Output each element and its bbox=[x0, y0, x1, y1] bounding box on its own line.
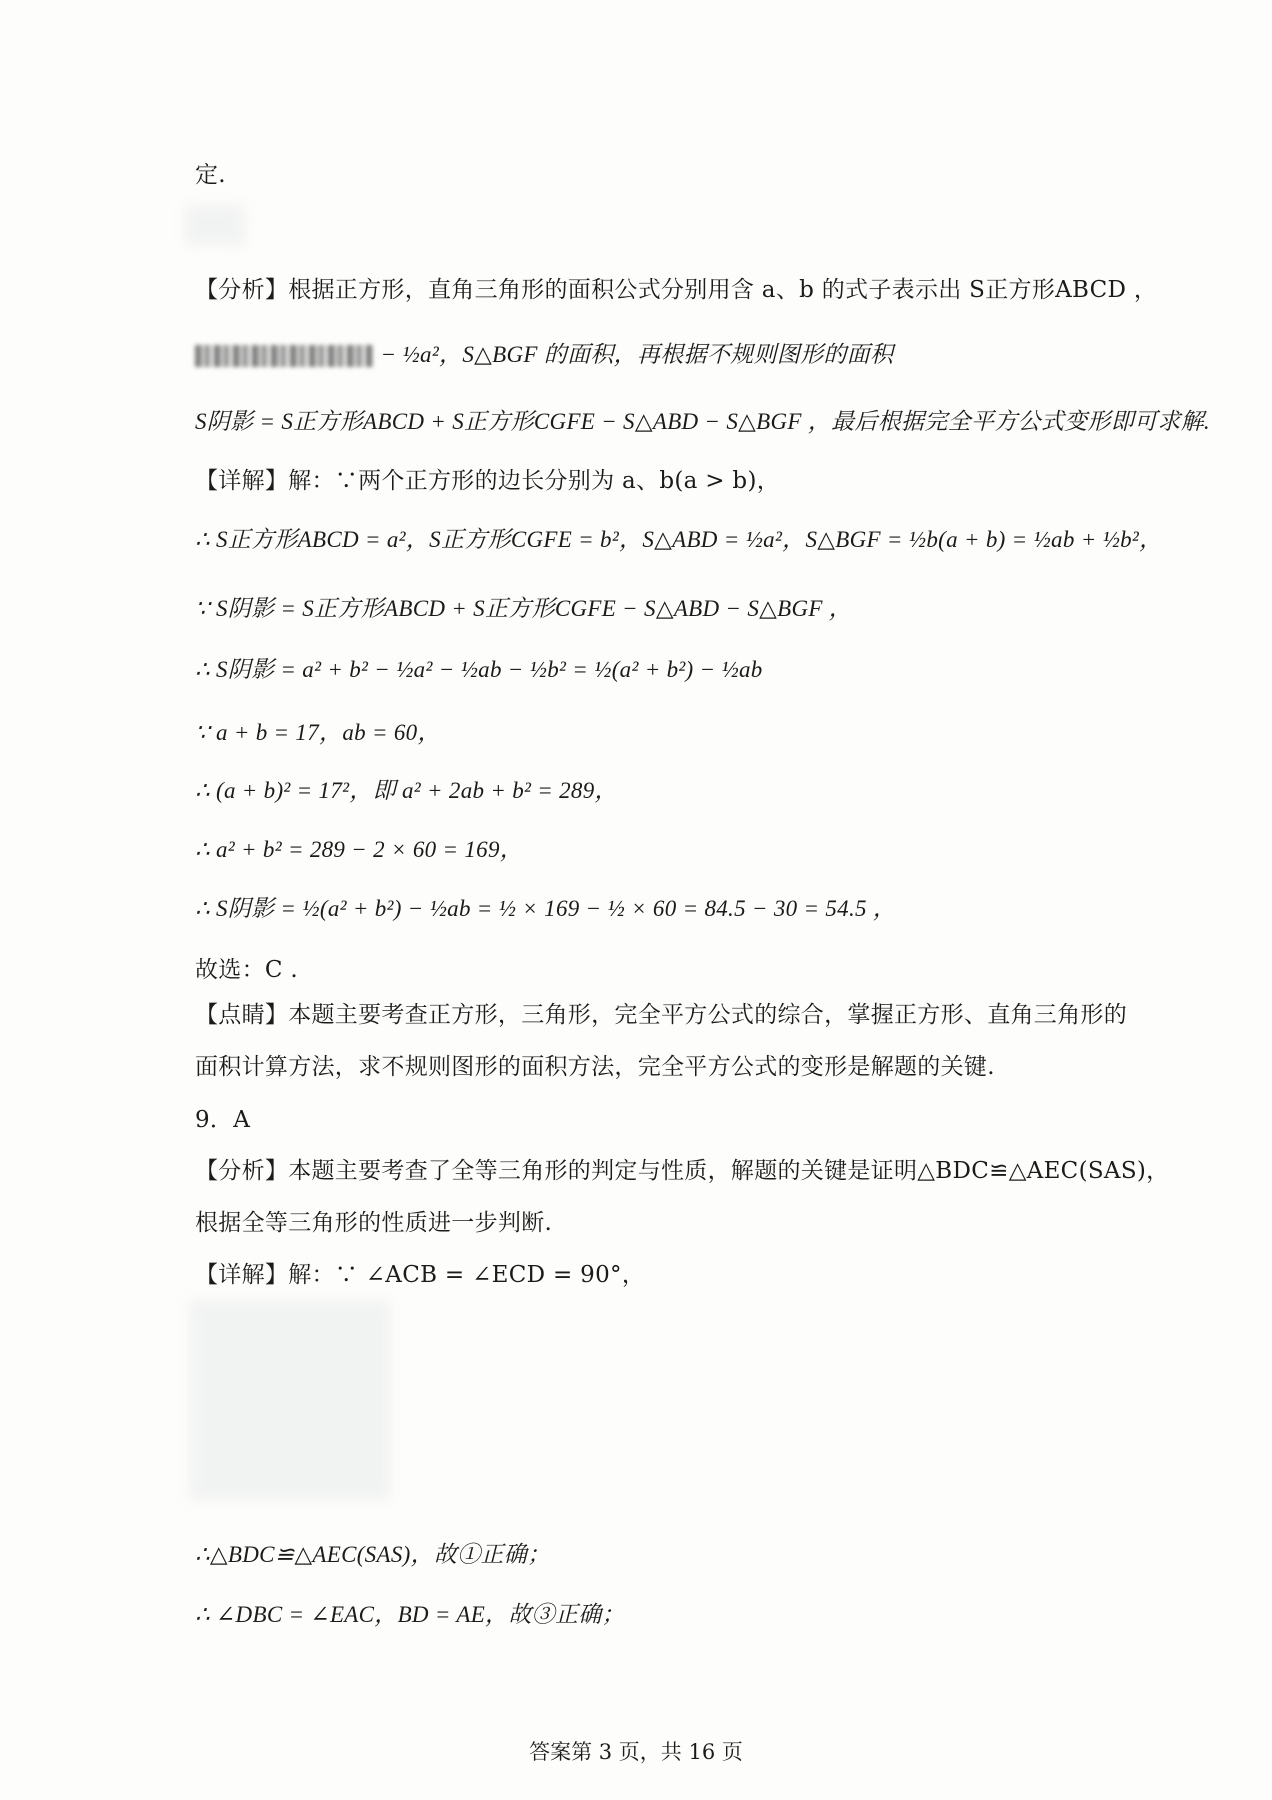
question-9-answer: 9．A bbox=[195, 1107, 251, 1133]
page-footer: 答案第 3 页，共 16 页 bbox=[529, 1740, 743, 1764]
detail-line-6: ∴ (a + b)² = 17²，即 a² + 2ab + b² = 289， bbox=[195, 778, 618, 803]
faded-figure-top bbox=[185, 205, 245, 245]
detail-line-2: ∴ S正方形ABCD = a²，S正方形CGFE = b²，S△ABD = ½a²，S△BGF = ½b(a + b) = ½ab + ½b²， bbox=[195, 527, 1163, 552]
detail-line-4: ∴ S阴影 = a² + b² − ½a² − ½ab − ½b² = ½(a² + b²) − ½ab bbox=[195, 657, 763, 682]
faded-figure-middle bbox=[190, 1300, 390, 1500]
q9-detail-line-2: ∴△BDC≌△AEC(SAS)，故①正确； bbox=[195, 1542, 551, 1567]
analysis-line-2 bbox=[195, 340, 893, 370]
q9-detail-line-1: 【详解】解：∵ ∠ACB = ∠ECD = 90°， bbox=[195, 1262, 646, 1288]
comment-line-1: 【点睛】本题主要考查正方形，三角形，完全平方公式的综合，掌握正方形、直角三角形的 bbox=[195, 1002, 1127, 1028]
q9-analysis-line-2: 根据全等三角形的性质进一步判断. bbox=[195, 1210, 553, 1236]
detail-line-1: 【详解】解：∵两个正方形的边长分别为 a、b(a > b)， bbox=[195, 468, 781, 494]
blurred-formula-fragment bbox=[195, 345, 373, 367]
detail-line-7: ∴ a² + b² = 289 − 2 × 60 = 169， bbox=[195, 837, 524, 862]
answer-choice-line: 故选：C . bbox=[195, 957, 299, 983]
analysis-line-3: S阴影 = S正方形ABCD + S正方形CGFE − S△ABD − S△BGF ，最后根据完全平方公式变形即可求解. bbox=[195, 409, 1210, 434]
detail-line-5: ∵ a + b = 17，ab = 60， bbox=[195, 720, 441, 745]
detail-line-3: ∵ S阴影 = S正方形ABCD + S正方形CGFE − S△ABD − S△BGF ， bbox=[195, 596, 853, 621]
detail-line-8: ∴ S阴影 = ½(a² + b²) − ½ab = ½ × 169 − ½ × 60 = 84.5 − 30 = 54.5 ， bbox=[195, 896, 897, 921]
text-line-1: 定. bbox=[195, 162, 226, 188]
q9-detail-line-3: ∴ ∠DBC = ∠EAC，BD = AE，故③正确； bbox=[195, 1602, 625, 1627]
analysis-line-2-text: − ½a²，S△BGF 的面积，再根据不规则图形的面积 bbox=[380, 342, 894, 367]
analysis-line-1: 【分析】根据正方形，直角三角形的面积公式分别用含 a、b 的式子表示出 S正方形ABCD ， bbox=[195, 277, 1158, 303]
q9-analysis-line-1: 【分析】本题主要考查了全等三角形的判定与性质，解题的关键是证明△BDC≌△AEC(SAS)， bbox=[195, 1158, 1170, 1184]
comment-line-2: 面积计算方法，求不规则图形的面积方法，完全平方公式的变形是解题的关键. bbox=[195, 1054, 995, 1080]
